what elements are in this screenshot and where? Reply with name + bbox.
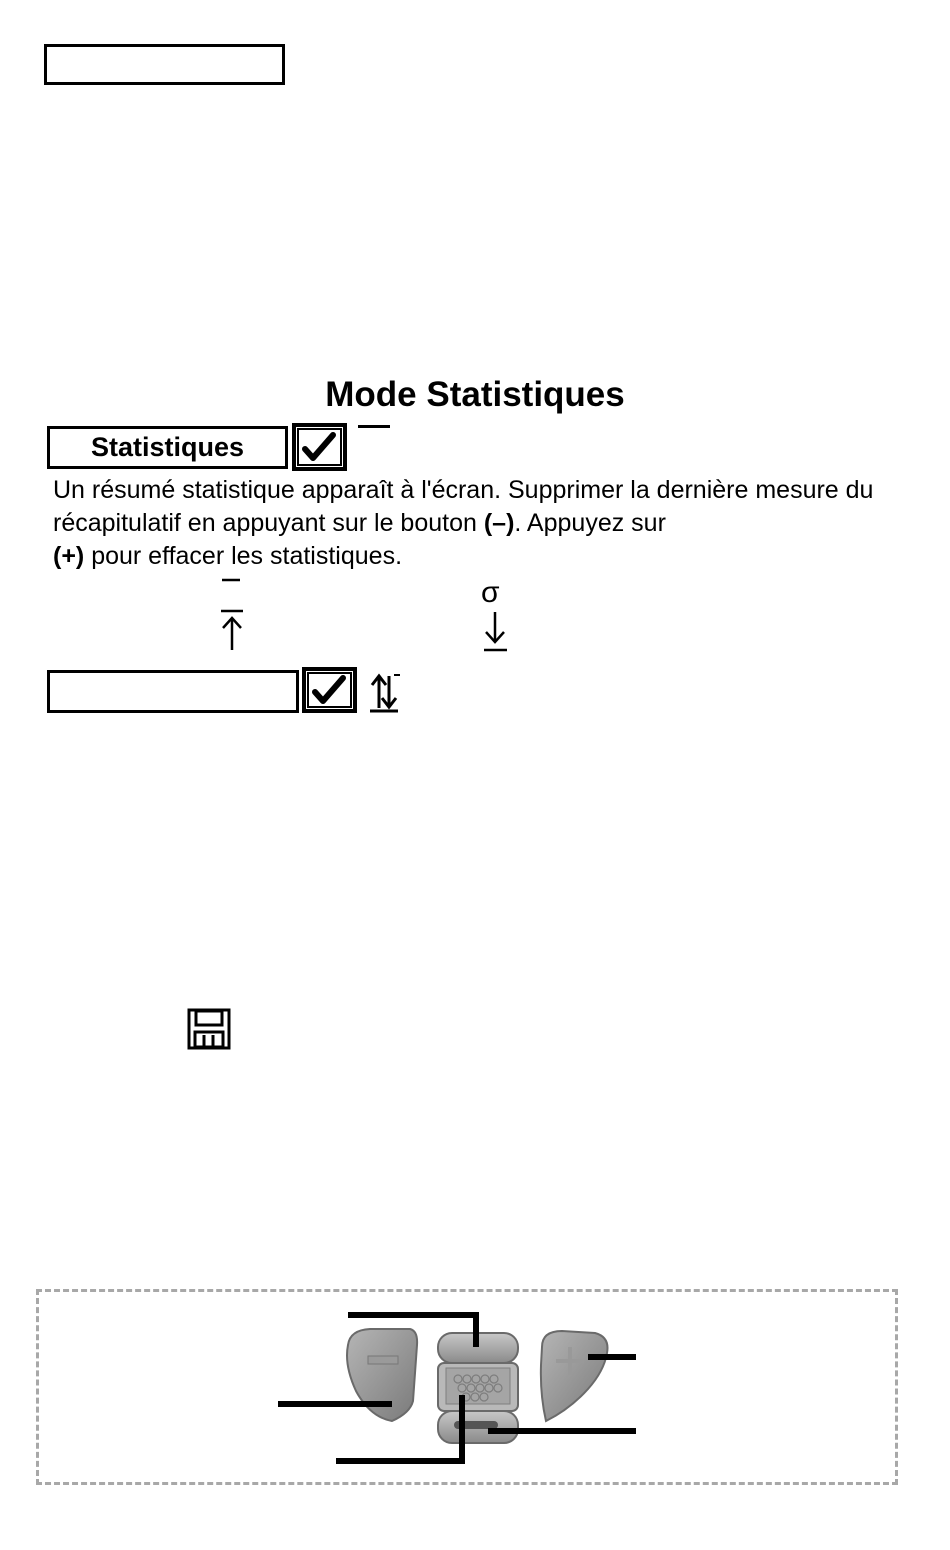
checkmark-icon xyxy=(302,667,357,713)
minus-button-reference: (–) xyxy=(483,509,515,537)
description-text-1: Un résumé statistique apparaît à l'écran. Supprimer la dernière mesure du récapitulatif en appuyant sur le bouton xyxy=(53,476,874,537)
minus-button-shape xyxy=(347,1329,417,1421)
plus-button-reference: (+) xyxy=(53,542,85,570)
description-paragraph xyxy=(53,474,903,573)
device-buttons-illustration xyxy=(270,1305,650,1475)
plus-button-shape xyxy=(541,1331,608,1421)
arrow-down-bar-icon xyxy=(482,610,512,659)
page-title: Mode Statistiques xyxy=(325,375,625,414)
sigma-symbol: σ xyxy=(481,576,500,609)
floppy-disk-icon xyxy=(187,1008,231,1055)
description-text-3: pour effacer les statistiques. xyxy=(84,542,403,570)
scroll-arrows-icon xyxy=(368,670,402,719)
description-text-2: . Appuyez sur xyxy=(514,509,666,537)
overline-mark xyxy=(358,425,390,428)
checkmark-icon xyxy=(292,423,347,471)
second-label-box xyxy=(47,670,299,713)
arrow-up-bar-icon xyxy=(218,578,248,657)
statistics-label-box: Statistiques xyxy=(47,426,288,469)
top-label-box xyxy=(44,44,285,85)
